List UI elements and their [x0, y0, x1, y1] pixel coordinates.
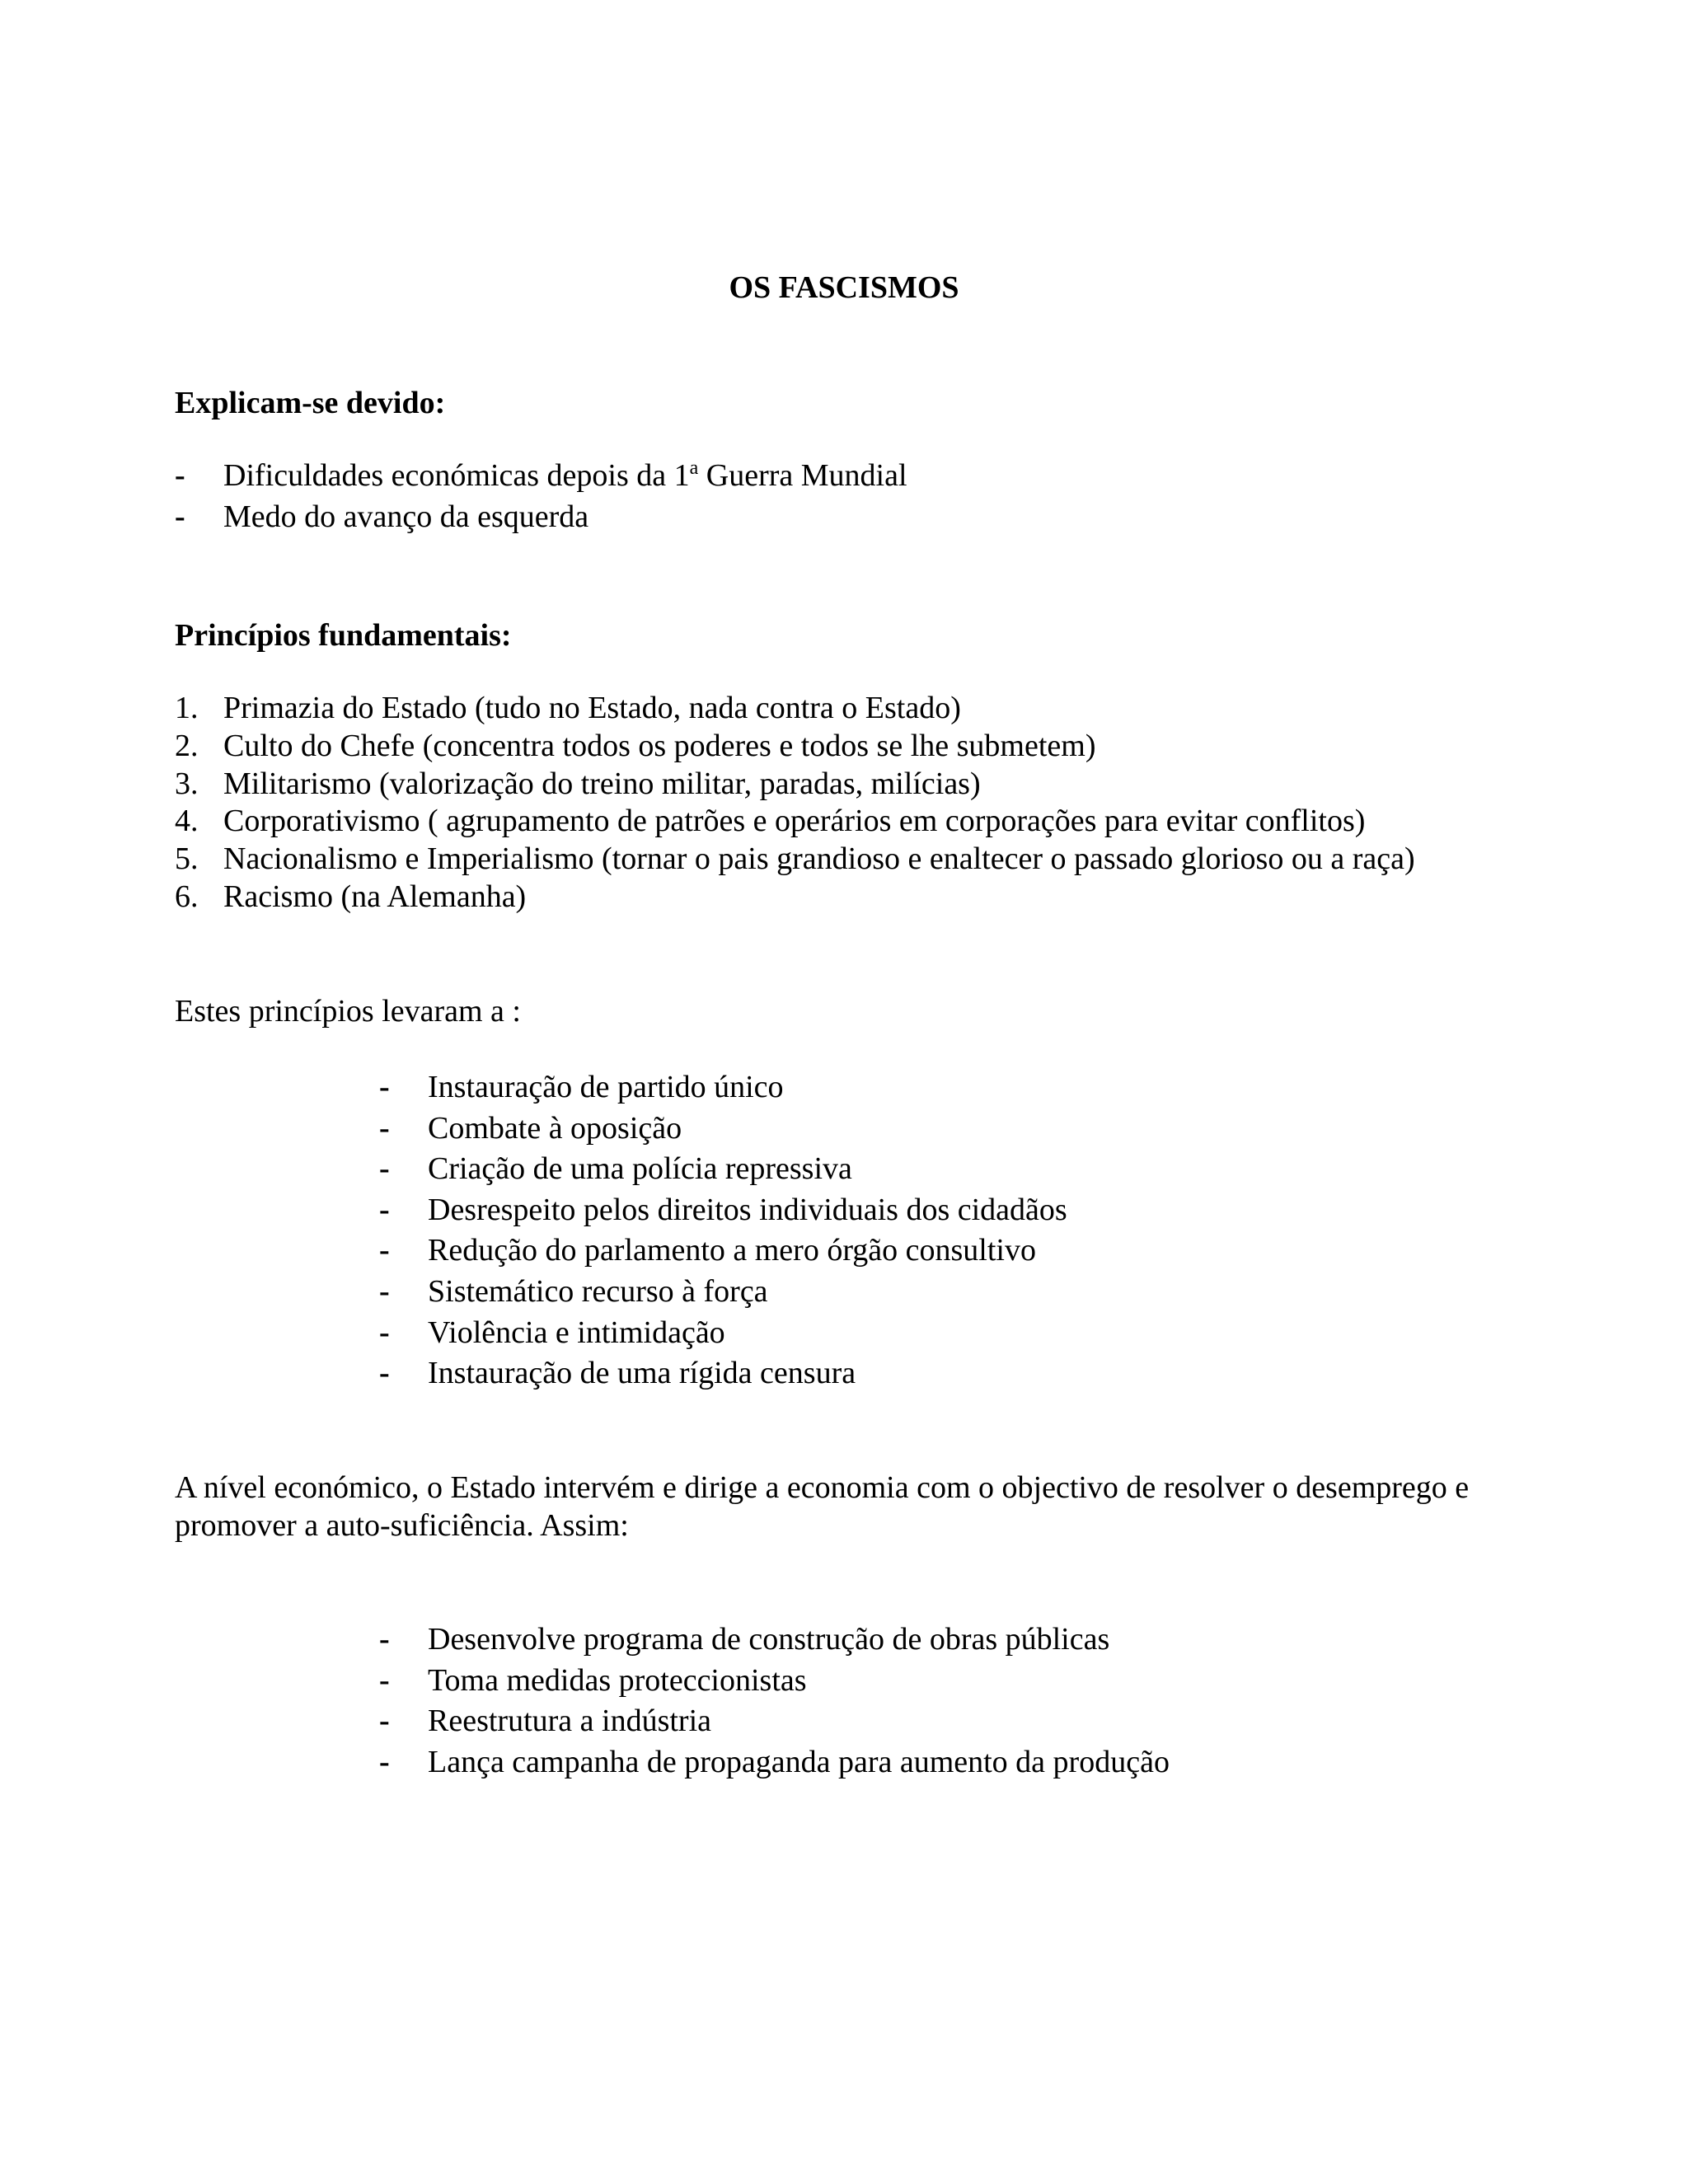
dash-marker: -	[379, 1704, 390, 1738]
dash-marker: -	[175, 458, 185, 493]
list-item-text: Medo do avanço da esquerda	[223, 499, 589, 534]
list-item-text: Racismo (na Alemanha)	[223, 879, 527, 914]
list-number: 5.	[175, 841, 199, 877]
list-item-text: Primazia do Estado (tudo no Estado, nada contra o Estado)	[223, 691, 961, 725]
dash-marker: -	[379, 1315, 390, 1350]
economy-paragraph: A nível económico, o Estado intervém e dirige a economia com o objectivo de resolver o desemprego e promover a auto-suficiência. Assim:	[175, 1470, 1470, 1543]
list-item-text: Reestrutura a indústria	[428, 1704, 712, 1738]
list-number: 1.	[175, 691, 199, 725]
list-item-text: Desenvolve programa de construção de obras públicas	[428, 1622, 1110, 1657]
dash-marker: -	[379, 1622, 390, 1657]
list-item-text: Corporativismo ( agrupamento de patrões e operários em corporações para evitar conflitos)	[223, 804, 1366, 839]
dash-marker: -	[379, 1356, 390, 1391]
consequences-intro: Estes princípios levaram a :	[175, 994, 521, 1029]
dash-marker: -	[379, 1151, 390, 1187]
list-item-text: Sistemático recurso à força	[428, 1273, 768, 1309]
list-number: 3.	[175, 766, 199, 801]
list-item-text: Violência e intimidação	[428, 1315, 725, 1350]
dash-marker: -	[379, 1233, 390, 1268]
list-item-text: Lança campanha de propaganda para aumento da produção	[428, 1744, 1170, 1779]
list-number: 2.	[175, 728, 199, 763]
list-item-text: Dificuldades económicas depois da 1$^a$ Guerra Mundial	[223, 457, 907, 493]
dash-marker: -	[379, 1744, 390, 1779]
dash-marker: -	[379, 1070, 390, 1104]
list-item-text: Toma medidas proteccionistas	[428, 1662, 807, 1698]
list-item-text: Militarismo (valorização do treino militar, paradas, milícias)	[223, 766, 981, 801]
list-item-text: Nacionalismo e Imperialismo (tornar o pais grandioso e enaltecer o passado glorioso ou a raça)	[223, 841, 1415, 877]
list-item-text: Redução do parlamento a mero órgão consultivo	[428, 1233, 1036, 1268]
causes-heading: Explicam-se devido:	[175, 386, 446, 420]
list-item-text: Instauração de partido único	[428, 1070, 784, 1104]
dash-marker: -	[379, 1192, 390, 1227]
list-number: 6.	[175, 879, 199, 914]
dash-marker: -	[379, 1273, 390, 1309]
list-item-text: Instauração de uma rígida censura	[428, 1356, 856, 1391]
page-title: OS FASCISMOS	[729, 270, 959, 305]
dash-marker: -	[379, 1110, 390, 1146]
dash-marker: -	[175, 499, 185, 534]
list-item-text: Desrespeito pelos direitos individuais dos cidadãos	[428, 1192, 1067, 1227]
list-item-text: Criação de uma polícia repressiva	[428, 1151, 852, 1187]
principles-heading: Princípios fundamentais:	[175, 618, 512, 653]
list-item-text: Culto do Chefe (concentra todos os poderes e todos se lhe submetem)	[223, 728, 1096, 763]
list-item-text: Combate à oposição	[428, 1110, 682, 1146]
dash-marker: -	[379, 1662, 390, 1698]
list-number: 4.	[175, 804, 199, 839]
